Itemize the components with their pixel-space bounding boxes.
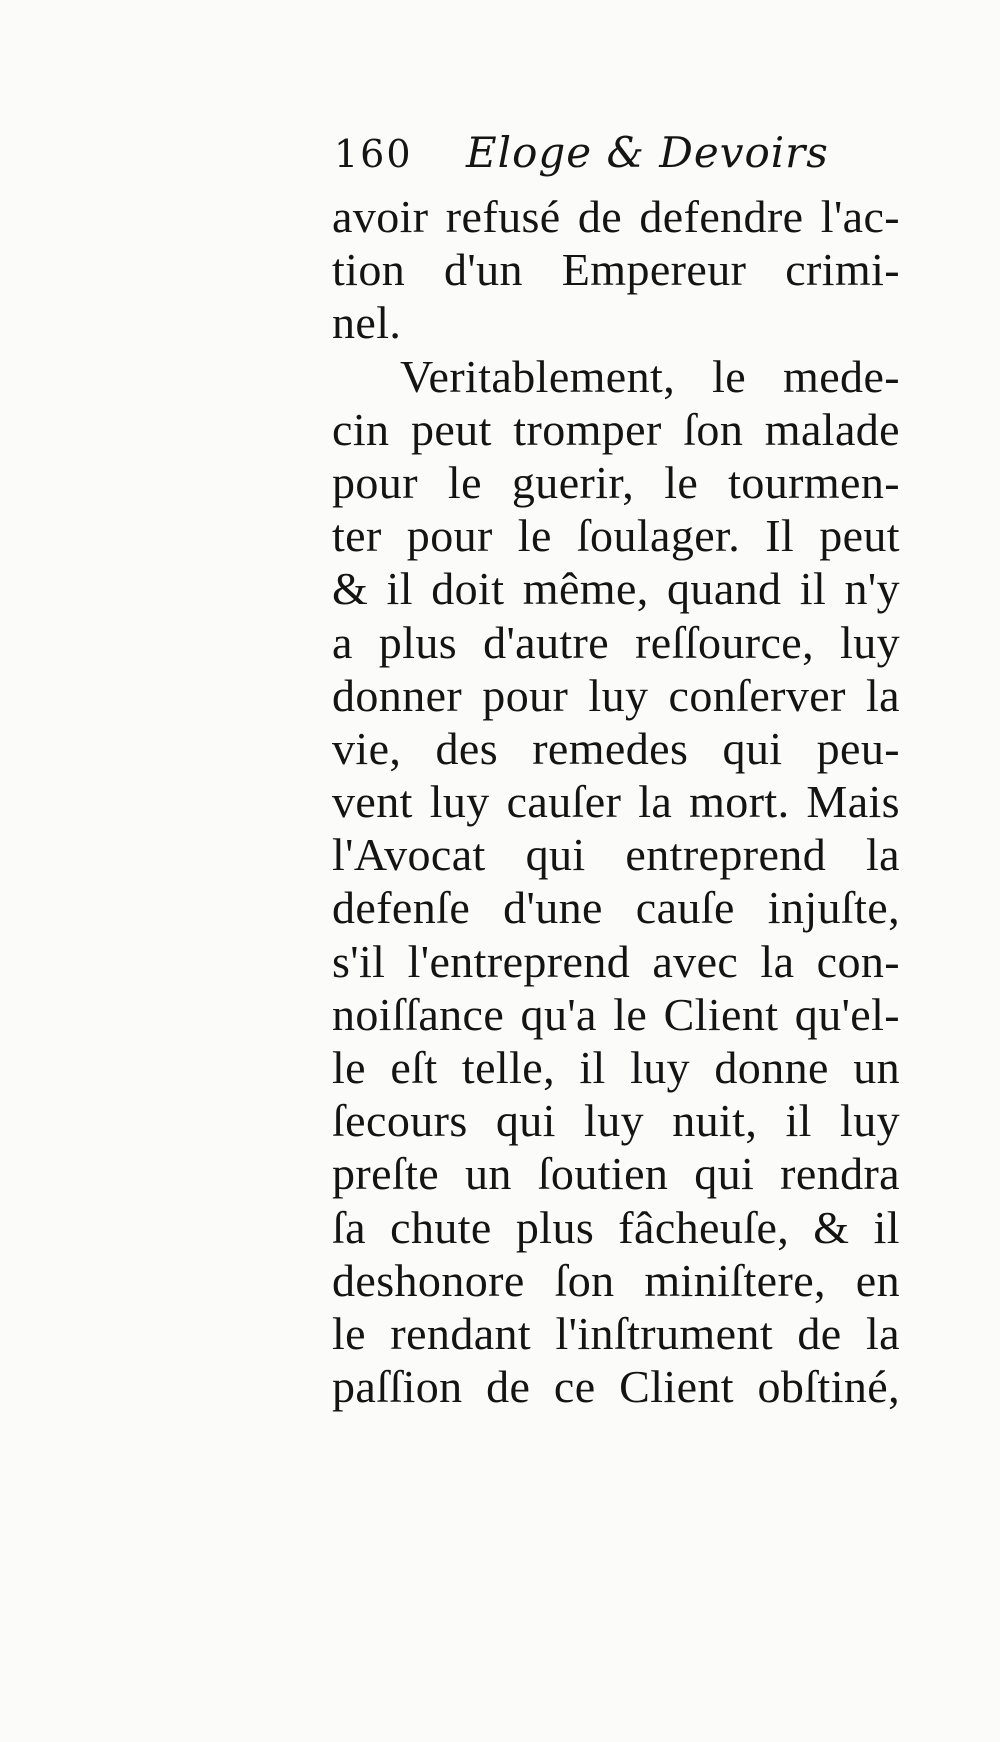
text-line: s'il l'entreprend avec la con- — [332, 935, 900, 987]
running-head: Eloge & Devoirs — [466, 128, 829, 177]
text-line: ſa chute plus fâcheuſe, & il — [332, 1201, 900, 1253]
page-number: 160 — [334, 132, 413, 176]
text-line: cin peut tromper ſon malade — [332, 403, 900, 455]
text-line: pour le guerir, le tourmen- — [332, 456, 900, 508]
text-line: ter pour le ſoulager. Il peut — [332, 510, 900, 562]
text-line: tion d'un Empereur crimi- — [332, 244, 900, 296]
text-line: & il doit même, quand il n'y — [332, 563, 900, 615]
page-header — [334, 128, 834, 188]
paragraph-start-line: Veritablement, le mede- — [400, 350, 900, 402]
text-line: ſecours qui luy nuit, il luy — [332, 1095, 900, 1147]
text-line: preſte un ſoutien qui rendra — [332, 1148, 900, 1200]
text-line: deshonore ſon miniſtere, en — [332, 1254, 900, 1306]
text-line: l'Avocat qui entreprend la — [332, 829, 900, 881]
text-line: noiſſance qu'a le Client qu'el- — [332, 988, 900, 1040]
text-line: defenſe d'une cauſe injuſte, — [332, 882, 900, 934]
text-line: a plus d'autre reſſource, luy — [332, 616, 900, 668]
text-line: le eſt telle, il luy donne un — [332, 1042, 900, 1093]
text-line: le rendant l'inſtrument de la — [332, 1307, 900, 1359]
text-line: donner pour luy conſerver la — [332, 669, 900, 721]
text-line: paſſion de ce Client obſtiné, — [332, 1361, 900, 1413]
body-text — [332, 190, 900, 1413]
text-line: vie, des remedes qui peu- — [332, 722, 900, 774]
text-line: avoir refusé de defendre l'ac- — [332, 191, 900, 242]
text-line: nel. — [332, 297, 402, 349]
text-line: vent luy cauſer la mort. Mais — [332, 776, 900, 828]
